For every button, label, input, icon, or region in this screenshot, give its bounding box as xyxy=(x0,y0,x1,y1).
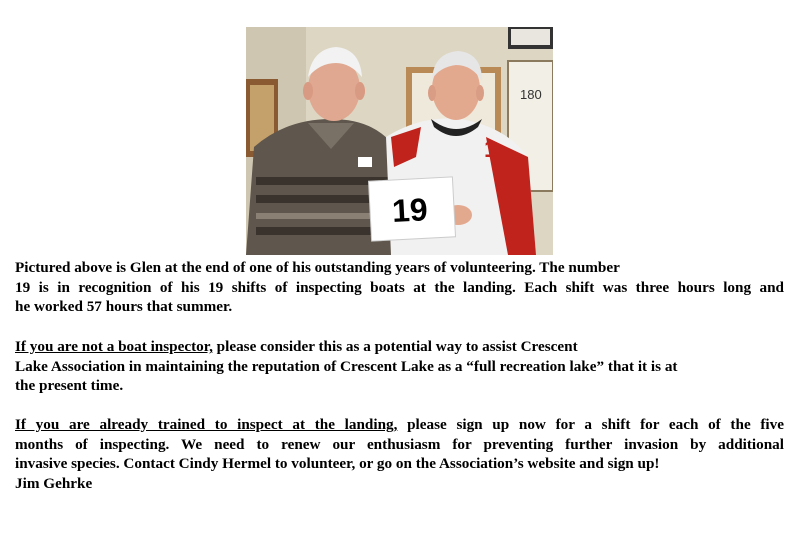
signature: Jim Gehrke xyxy=(15,474,93,492)
paragraph-intro-line-1: Pictured above is Glen at the end of one of his outstanding years of volunteering. The number xyxy=(15,259,620,276)
paragraph-not-inspector-line-3: the present time. xyxy=(15,377,124,394)
paragraph-not-inspector-lead: If you are not a boat inspector, xyxy=(15,338,213,355)
paragraph-trained-inspector-line-2: months of inspecting. We need to renew our enthusiasm for preventing further invasion by additional xyxy=(15,435,784,453)
volunteer-photo xyxy=(246,27,553,255)
paragraph-trained-inspector-line-1 xyxy=(15,415,784,435)
paragraph-intro xyxy=(15,258,784,317)
paragraph-not-inspector xyxy=(15,337,784,396)
paragraph-trained-inspector-line-3: invasive species. Contact Cindy Hermel to volunteer, or go on the Association’s website and sign up! xyxy=(15,455,660,472)
paragraph-not-inspector-line-2: Lake Association in maintaining the reputation of Crescent Lake as a “full recreation lake” that it is at xyxy=(15,357,678,375)
paragraph-intro-line-3: he worked 57 hours that summer. xyxy=(15,298,233,315)
number-sign xyxy=(368,177,455,241)
svg-text:1: 1 xyxy=(484,136,498,163)
room-number: 180 xyxy=(520,87,542,102)
paragraph-trained-inspector-lead: If you are already trained to inspect at the landing, xyxy=(15,416,398,433)
paragraph-not-inspector-line-1 xyxy=(15,337,784,357)
paragraph-intro-line-2: 19 is in recognition of his 19 shifts of inspecting boats at the landing. Each shift was three hours long and xyxy=(15,278,784,296)
sign-number: 19 xyxy=(391,191,429,230)
paragraph-not-inspector-line-1-rest: please consider this as a potential way to assist Crescent xyxy=(212,338,578,355)
paragraph-trained-inspector-line-1-rest: please sign up now for a shift for each of the five xyxy=(397,416,784,433)
paragraph-trained-inspector xyxy=(15,415,784,493)
